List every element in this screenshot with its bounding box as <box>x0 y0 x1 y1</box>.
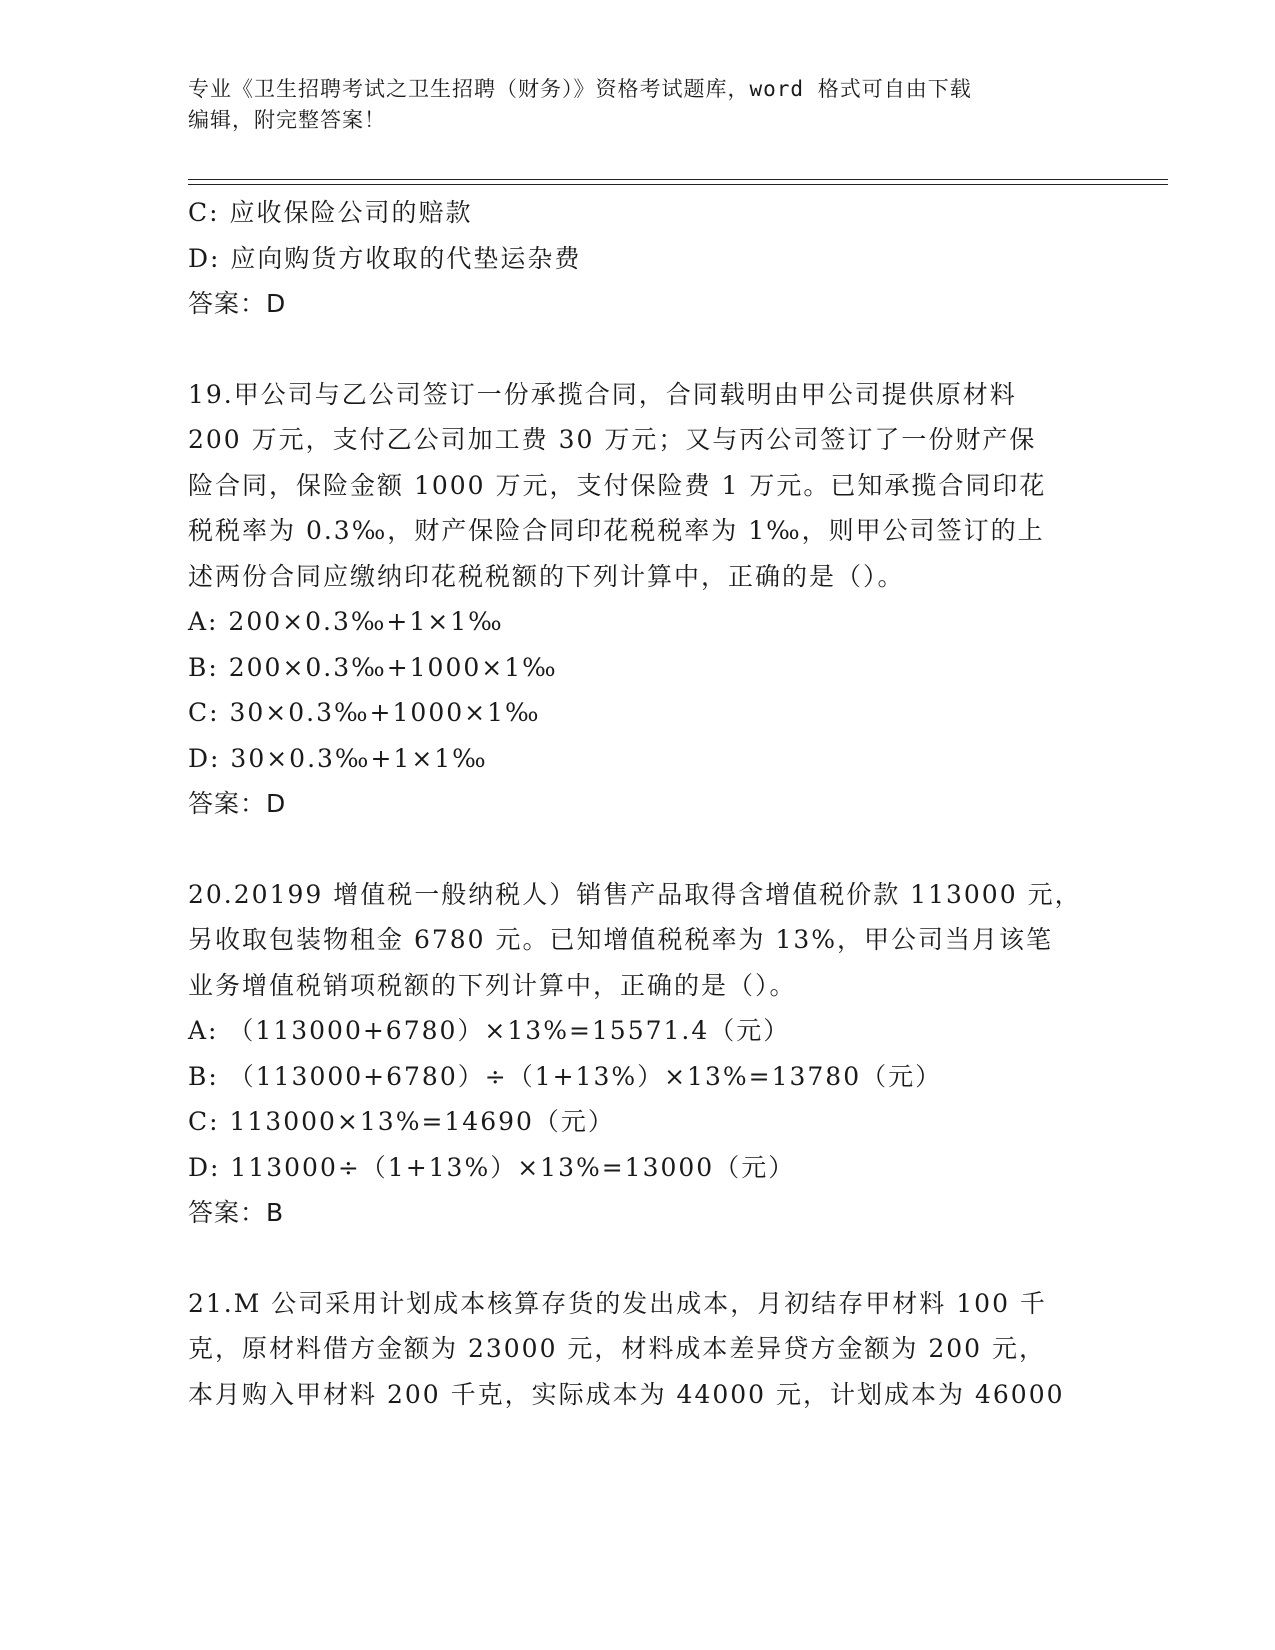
question-stem-line: 税税率为 0.3‰，财产保险合同印花税税率为 1‰，则甲公司签订的上 <box>188 516 1045 545</box>
option-c: C: 30×0.3‰+1000×1‰ <box>188 698 541 727</box>
option-d: D: 113000÷（1+13%）×13%=13000（元） <box>188 1152 796 1182</box>
question-stem-line: 19.甲公司与乙公司签订一份承揽合同，合同载明由甲公司提供原材料 <box>188 379 1017 409</box>
header-divider-bottom <box>188 184 1168 185</box>
option-c: C: 113000×13%=14690（元） <box>188 1107 615 1136</box>
header-line: 专业《卫生招聘考试之卫生招聘（财务）》资格考试题库，word 格式可自由下载 <box>188 77 972 101</box>
question-19 <box>188 372 1088 827</box>
question-stem-line: 200 万元，支付乙公司加工费 30 万元；又与丙公司签订了一份财产保 <box>188 425 1037 454</box>
option-d: D: 30×0.3‰+1×1‰ <box>188 743 488 773</box>
option-b: B: 200×0.3‰+1000×1‰ <box>188 652 558 682</box>
question-stem-line: 20.20199 增值税一般纳税人）销售产品取得含增值税价款 113000 元， <box>188 879 1082 909</box>
question-stem-line: 业务增值税销项税额的下列计算中，正确的是（）。 <box>188 970 797 1000</box>
header-line: 编辑，附完整答案！ <box>188 108 386 132</box>
option-c: C: 应收保险公司的赔款 <box>188 198 473 227</box>
document-header <box>188 74 1068 136</box>
question-18-tail <box>188 190 1088 327</box>
question-stem-line: 本月购入甲材料 200 千克，实际成本为 44000 元，计划成本为 46000 <box>188 1379 1065 1409</box>
question-stem-line: 述两份合同应缴纳印花税税额的下列计算中，正确的是（）。 <box>188 561 905 591</box>
question-stem-line: 险合同，保险金额 1000 万元，支付保险费 1 万元。已知承揽合同印花 <box>188 470 1047 500</box>
question-20 <box>188 872 1088 1236</box>
question-stem-line: 克，原材料借方金额为 23000 元，材料成本差异贷方金额为 200 元， <box>188 1334 1047 1363</box>
page-content <box>188 190 1088 1417</box>
question-stem-line: 另收取包装物租金 6780 元。已知增值税税率为 13%，甲公司当月该笔 <box>188 925 1054 954</box>
option-b: B: （113000+6780）÷（1+13%）×13%=13780（元） <box>188 1061 943 1091</box>
question-21 <box>188 1281 1088 1418</box>
answer: 答案：D <box>188 289 287 318</box>
answer: 答案：B <box>188 1198 285 1227</box>
option-d: D: 应向购货方收取的代垫运杂费 <box>188 243 582 273</box>
question-stem-line: 21.M 公司采用计划成本核算存货的发出成本，月初结存甲材料 100 千 <box>188 1288 1047 1318</box>
option-a: A: （113000+6780）×13%=15571.4（元） <box>188 1016 791 1045</box>
answer: 答案：D <box>188 789 287 818</box>
option-a: A: 200×0.3‰+1×1‰ <box>188 607 504 636</box>
header-divider-top <box>188 179 1168 180</box>
